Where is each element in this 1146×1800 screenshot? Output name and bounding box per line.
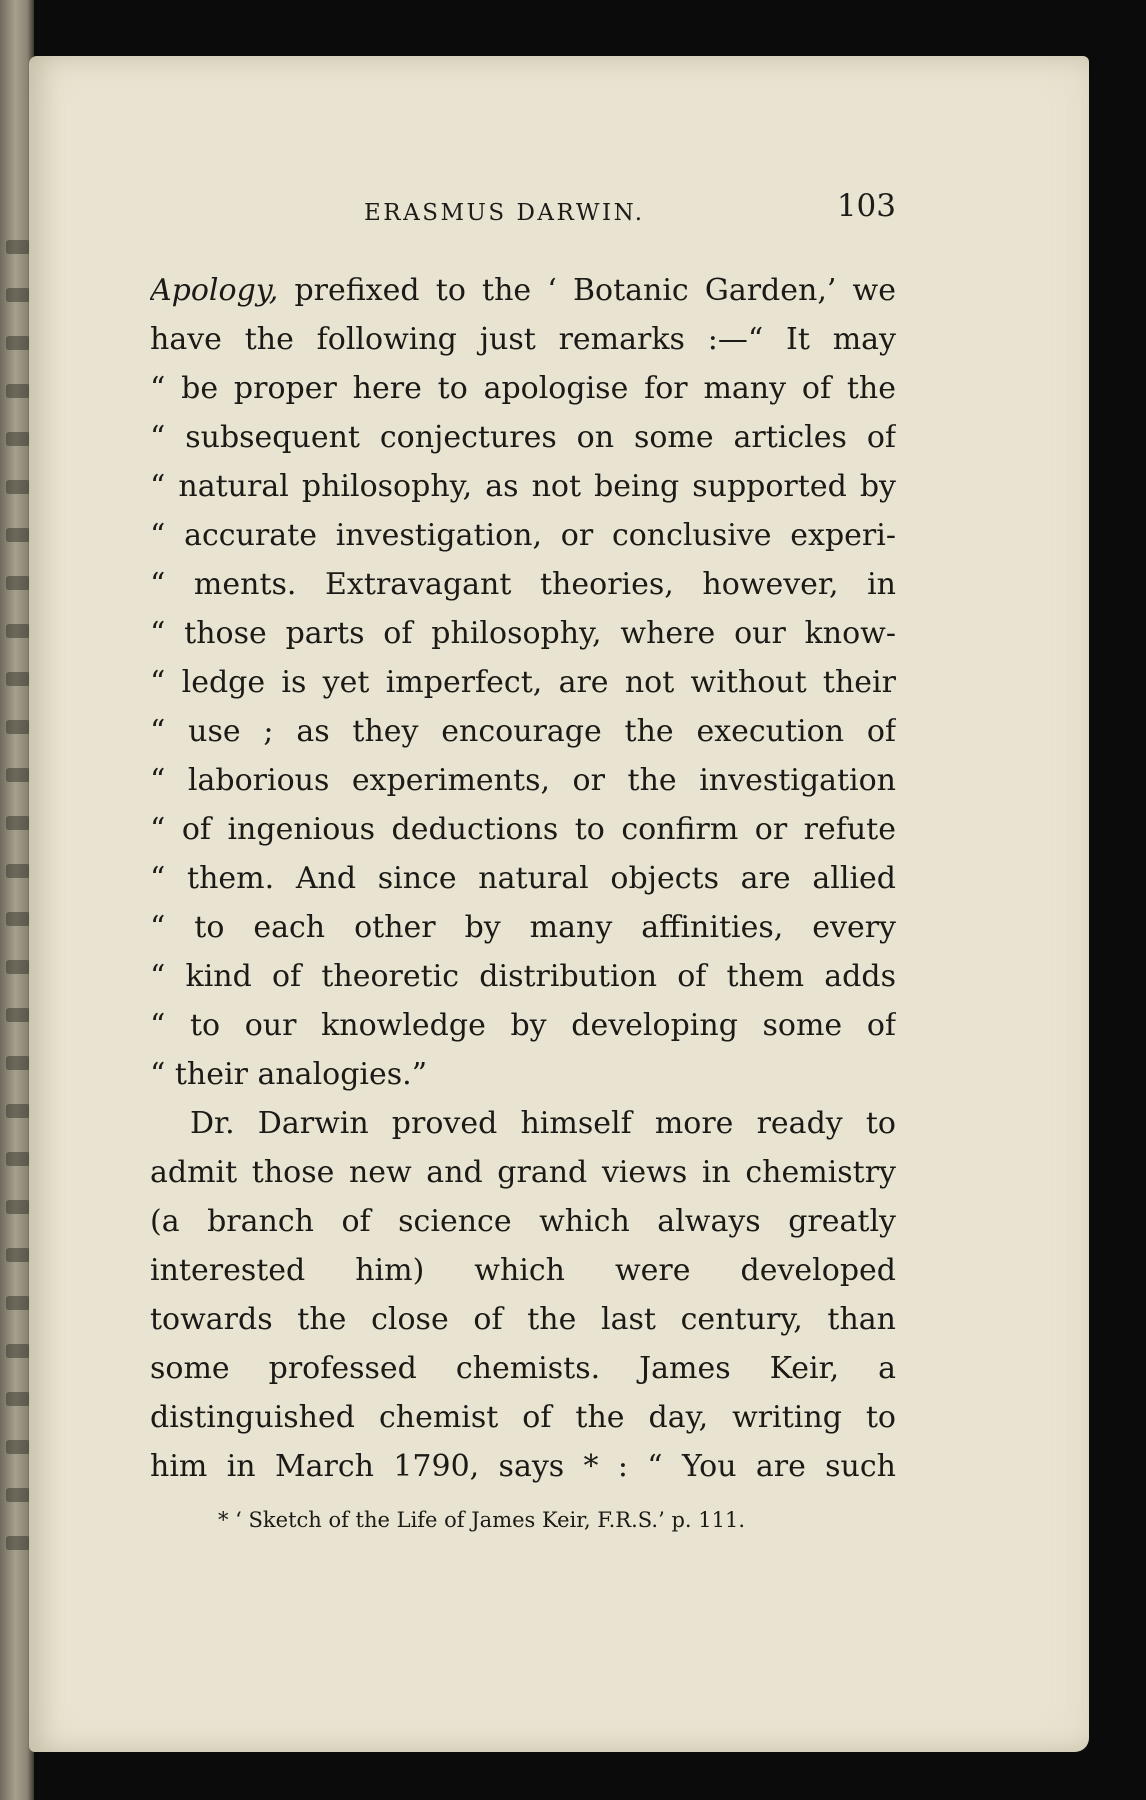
paragraph-1-line: “ of ingenious deductions to confirm or refute — [150, 812, 896, 847]
paragraph-1-line: have the following just remarks :—“ It may — [150, 322, 896, 357]
paragraph-1-line: “ ledge is yet imperfect, are not without their — [150, 665, 896, 700]
running-head — [152, 188, 896, 238]
paragraph-2-line: interested him) which were developed — [150, 1253, 896, 1288]
paragraph-1-line: “ accurate investigation, or conclusive experi- — [150, 518, 896, 553]
paragraph-1-line: “ to our knowledge by developing some of — [150, 1008, 896, 1043]
italic-book-title: Apology, — [150, 273, 279, 308]
bleed-through-marks — [6, 240, 30, 1600]
paragraph-1-line-1 — [150, 266, 896, 315]
paragraph-1-line: “ those parts of philosophy, where our know- — [150, 616, 896, 651]
paragraph-1-line: “ them. And since natural objects are allied — [150, 861, 896, 896]
first-line-rest: prefixed to the ‘ Botanic Garden,’ we — [294, 273, 896, 308]
paragraph-1-line: “ use ; as they encourage the execution of — [150, 714, 896, 749]
paragraph-2-line: towards the close of the last century, than — [150, 1302, 896, 1337]
paragraph-1-line: “ to each other by many affinities, every — [150, 910, 896, 945]
running-title: ERASMUS DARWIN. — [364, 200, 645, 226]
paragraph-2-line: Dr. Darwin proved himself more ready to — [190, 1106, 896, 1141]
paragraph-2-line: admit those new and grand views in chemistry — [150, 1155, 896, 1190]
paragraph-1-line: “ ments. Extravagant theories, however, in — [150, 567, 896, 602]
paragraph-1-last-line: “ their analogies.” — [150, 1057, 428, 1092]
paragraph-1-line: “ subsequent conjectures on some articles of — [150, 420, 896, 455]
footnote: * ‘ Sketch of the Life of James Keir, F.R.S.’ p. 111. — [218, 1508, 746, 1532]
paragraph-2-line: some professed chemists. James Keir, a — [150, 1351, 896, 1386]
paragraph-2-line: (a branch of science which always greatly — [150, 1204, 896, 1239]
body-text — [150, 266, 896, 1491]
paragraph-2-line: him in March 1790, says * : “ You are such — [150, 1449, 896, 1484]
page-number: 103 — [836, 188, 896, 224]
paragraph-1-line: “ be proper here to apologise for many of the — [150, 371, 896, 406]
paragraph-1-line: “ natural philosophy, as not being supported by — [150, 469, 896, 504]
paragraph-2-line: distinguished chemist of the day, writing to — [150, 1400, 896, 1435]
paragraph-1-line: “ laborious experiments, or the investigation — [150, 763, 896, 798]
paragraph-1-line: “ kind of theoretic distribution of them adds — [150, 959, 896, 994]
